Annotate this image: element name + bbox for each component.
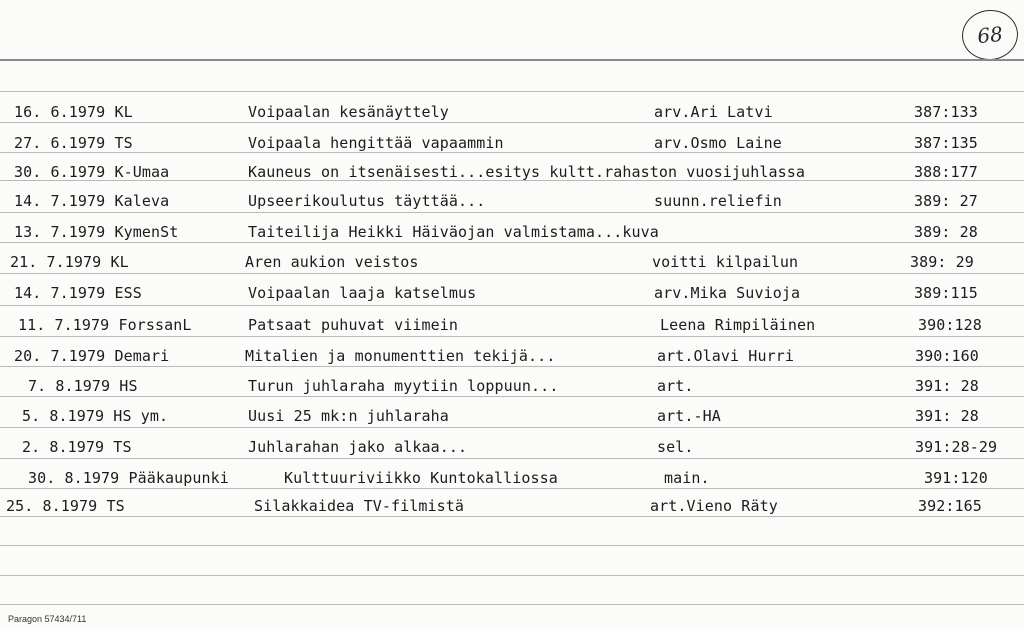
- index-entry: [0, 461, 1024, 489]
- index-entry: [0, 184, 1024, 212]
- entry-date-source: 27. 6.1979 TS: [14, 134, 133, 152]
- entry-title: Mitalien ja monumenttien tekijä...: [245, 347, 556, 365]
- entry-author: main.: [664, 469, 710, 487]
- entry-title: Aren aukion veistos: [245, 253, 419, 271]
- entry-title: Taiteilija Heikki Häiväojan valmistama...kuva: [248, 223, 659, 241]
- index-entry: [0, 489, 1024, 517]
- entry-reference: 391:120: [924, 469, 988, 487]
- entry-reference: 390:160: [915, 347, 979, 365]
- ruled-line: [0, 212, 1024, 213]
- entry-author: art.: [657, 377, 694, 395]
- printer-imprint: Paragon 57434/711: [8, 614, 87, 624]
- entry-reference: 389: 29: [910, 253, 974, 271]
- entry-date-source: 14. 7.1979 Kaleva: [14, 192, 170, 210]
- entry-date-source: 11. 7.1979 ForssanL: [18, 316, 192, 334]
- index-entry: [0, 399, 1024, 427]
- index-entry: [0, 308, 1024, 336]
- entry-date-source: 30. 8.1979 Pääkaupunki: [28, 469, 229, 487]
- entry-title: Voipaalan kesänäyttely: [248, 103, 449, 121]
- index-entry: [0, 339, 1024, 367]
- ruled-line: [0, 91, 1024, 92]
- entry-reference: 389: 27: [914, 192, 978, 210]
- entry-date-source: 30. 6.1979 K-Umaa: [14, 163, 170, 181]
- entry-title: Uusi 25 mk:n juhlaraha: [248, 407, 449, 425]
- entry-date-source: 7. 8.1979 HS: [28, 377, 138, 395]
- entry-author: Leena Rimpiläinen: [660, 316, 816, 334]
- entry-title: Kauneus on itsenäisesti...esitys kultt.rahaston vuosijuhlassa: [248, 163, 805, 181]
- index-entry: [0, 245, 1024, 273]
- index-entry: [0, 95, 1024, 123]
- entry-reference: 387:133: [914, 103, 978, 121]
- entry-author: art.Vieno Räty: [650, 497, 778, 515]
- entry-title: Turun juhlaraha myytiin loppuun...: [248, 377, 559, 395]
- index-entry: [0, 155, 1024, 183]
- entry-date-source: 20. 7.1979 Demari: [14, 347, 170, 365]
- ruled-line: [0, 458, 1024, 459]
- entry-title: Patsaat puhuvat viimein: [248, 316, 459, 334]
- entry-title: Kulttuuriviikko Kuntokalliossa: [284, 469, 558, 487]
- index-entry: [0, 276, 1024, 304]
- entry-author: arv.Osmo Laine: [654, 134, 782, 152]
- entry-date-source: 16. 6.1979 KL: [14, 103, 133, 121]
- entry-reference: 391:28-29: [915, 438, 998, 456]
- ruled-line: [0, 427, 1024, 428]
- entry-reference: 389: 28: [914, 223, 978, 241]
- card-header-rule: [0, 59, 1024, 61]
- entry-title: Upseerikoulutus täyttää...: [248, 192, 486, 210]
- index-entry: [0, 126, 1024, 154]
- handwritten-card-number: 68: [960, 7, 1021, 63]
- entry-author: voitti kilpailun: [652, 253, 799, 271]
- entry-reference: 388:177: [914, 163, 978, 181]
- entry-author: arv.Ari Latvi: [654, 103, 773, 121]
- ruled-line: [0, 273, 1024, 274]
- entry-date-source: 2. 8.1979 TS: [22, 438, 132, 456]
- index-entry: [0, 430, 1024, 458]
- index-entry: [0, 369, 1024, 397]
- entry-date-source: 14. 7.1979 ESS: [14, 284, 142, 302]
- ruled-line: [0, 604, 1024, 605]
- entry-author: suunn.reliefin: [654, 192, 782, 210]
- entry-author: art.-HA: [657, 407, 721, 425]
- entry-author: arv.Mika Suvioja: [654, 284, 801, 302]
- entry-date-source: 21. 7.1979 KL: [10, 253, 129, 271]
- entry-title: Silakkaidea TV-filmistä: [254, 497, 465, 515]
- index-entry: [0, 215, 1024, 243]
- entry-date-source: 25. 8.1979 TS: [6, 497, 125, 515]
- entry-title: Juhlarahan jako alkaa...: [248, 438, 468, 456]
- entry-title: Voipaala hengittää vapaammin: [248, 134, 504, 152]
- entry-author: art.Olavi Hurri: [657, 347, 794, 365]
- entry-date-source: 13. 7.1979 KymenSt: [14, 223, 179, 241]
- entry-reference: 391: 28: [915, 377, 979, 395]
- entry-reference: 392:165: [918, 497, 982, 515]
- ruled-line: [0, 545, 1024, 546]
- ruled-line: [0, 575, 1024, 576]
- ruled-line: [0, 336, 1024, 337]
- entry-reference: 389:115: [914, 284, 978, 302]
- entry-title: Voipaalan laaja katselmus: [248, 284, 477, 302]
- entry-date-source: 5. 8.1979 HS ym.: [22, 407, 169, 425]
- entry-reference: 387:135: [914, 134, 978, 152]
- entry-reference: 390:128: [918, 316, 982, 334]
- entry-reference: 391: 28: [915, 407, 979, 425]
- ruled-line: [0, 305, 1024, 306]
- entry-author: sel.: [657, 438, 694, 456]
